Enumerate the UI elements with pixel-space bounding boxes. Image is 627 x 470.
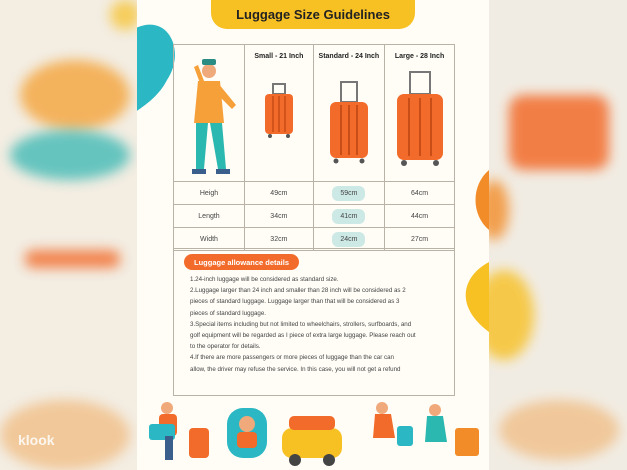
- blurred-leaf: [489, 180, 509, 240]
- blurred-suitcase: [509, 95, 609, 170]
- blurred-pill: [25, 250, 120, 268]
- list-item: to the operator for details.: [190, 343, 261, 351]
- blurred-figure-teal: [10, 130, 130, 180]
- cell-large-width: 27cm: [385, 228, 455, 251]
- blurred-corner: [110, 0, 140, 30]
- cell-large-length: 44cm: [385, 205, 455, 228]
- table-row: [174, 182, 455, 205]
- cell-small-length: 34cm: [245, 205, 314, 228]
- table-row: [174, 205, 455, 228]
- background-right-blur: [489, 0, 627, 470]
- brand-watermark: klook: [18, 432, 55, 448]
- yellow-leaf-decoration: [455, 262, 489, 332]
- list-item: pieces of standard luggage.: [190, 309, 267, 317]
- cell-standard-length: [313, 205, 384, 228]
- list-item: 2.Luggage larger than 24 inch and smaller than 28 inch will be considered as 2: [190, 287, 406, 295]
- list-item: golf equipment will be regarded as I piece of extra large luggage. Please reach out: [190, 332, 416, 340]
- allowance-section: [173, 248, 455, 396]
- list-item: pieces of standard luggage. Luggage larger than that will be considered as 3: [190, 298, 400, 306]
- allowance-heading: Luggage allowance details: [184, 254, 299, 270]
- small-suitcase-icon: [259, 82, 299, 152]
- table-header-row: [174, 45, 455, 182]
- blurred-footer-right: [499, 400, 619, 460]
- guidelines-card: [137, 0, 489, 470]
- travelers-illustration-strip: [137, 398, 489, 470]
- background-left-blur: [0, 0, 140, 470]
- blurred-leaf-yellow: [489, 270, 534, 360]
- highlight-value: 24cm: [332, 232, 365, 247]
- column-standard: [313, 45, 384, 182]
- highlight-value: 41cm: [332, 209, 365, 224]
- standard-suitcase-icon: [324, 80, 374, 170]
- list-item: allow, the driver may refuse the service. In this case, you will not get a refund: [190, 365, 401, 373]
- row-label-width: Width: [174, 228, 245, 251]
- column-small: [245, 45, 314, 182]
- traveler-illustration: [174, 45, 244, 179]
- list-item: 4.If there are more passengers or more pieces of luggage than the car can: [190, 354, 394, 362]
- column-header-standard: Standard - 24 Inch: [318, 53, 380, 60]
- traveler-cell: [174, 45, 245, 182]
- luggage-size-table: [173, 44, 455, 251]
- blurred-figure-orange: [20, 60, 130, 130]
- column-header-small: Small - 21 Inch: [254, 53, 304, 60]
- large-suitcase-icon: [392, 70, 448, 170]
- allowance-list: [190, 274, 450, 375]
- column-header-large: Large - 28 Inch: [394, 53, 445, 60]
- orange-leaf-decoration: [467, 170, 489, 230]
- row-label-height: Heigh: [174, 182, 245, 205]
- list-item: 1.24-inch luggage will be considered as standard size.: [190, 276, 339, 283]
- cell-small-height: 49cm: [245, 182, 314, 205]
- cell-small-width: 32cm: [245, 228, 314, 251]
- cell-standard-height: [313, 182, 384, 205]
- page-title: Luggage Size Guidelines: [211, 0, 415, 29]
- list-item: 3.Special items including but not limited to wheelchairs, strollers, surfboards, and: [190, 320, 412, 328]
- column-large: [385, 45, 455, 182]
- cell-large-height: 64cm: [385, 182, 455, 205]
- highlight-value: 59cm: [332, 186, 365, 201]
- row-label-length: Length: [174, 205, 245, 228]
